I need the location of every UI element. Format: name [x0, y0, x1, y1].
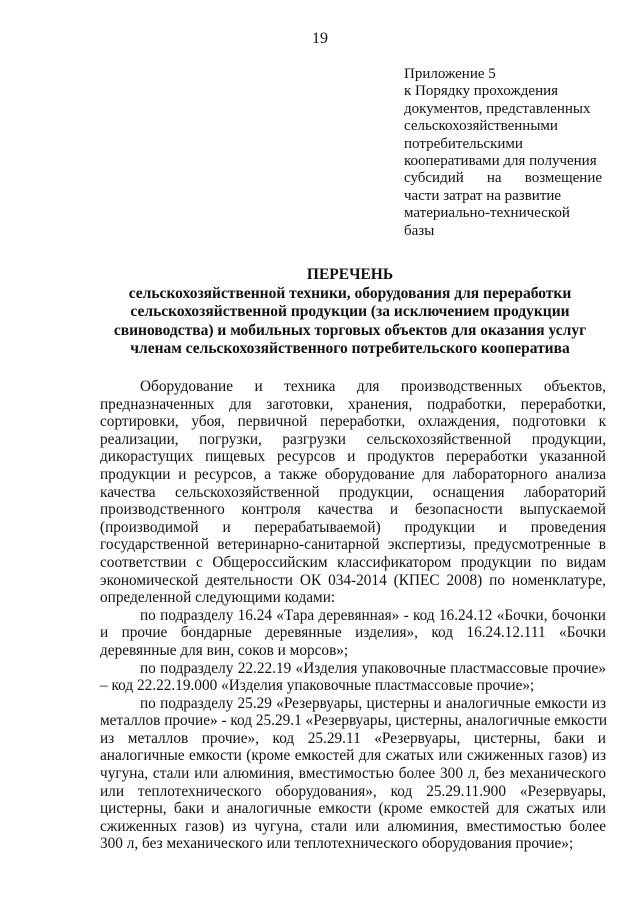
- text-line: экономической деятельности ОК 034-2014 (КПЕС 2008) по номенклатуре,: [100, 571, 606, 589]
- page-number: 19: [312, 30, 328, 47]
- text-line: цистерны, баки и аналогичные емкости (кроме емкостей для сжатых или: [100, 800, 606, 818]
- appendix-line: сельскохозяйственными: [404, 118, 558, 135]
- text-line: металлов прочие» - код 25.29.1 «Резервуары, цистерны, аналогичные емкости: [100, 712, 608, 730]
- text-line: качества сельскохозяйственной продукции, оснащения лабораторий: [100, 483, 606, 501]
- appendix-line: потребительскими: [404, 135, 523, 152]
- text-line: (производимой и перерабатываемой) продукции и проведения: [100, 518, 606, 536]
- appendix-line: документов, представленных: [404, 100, 591, 117]
- appendix-word: на: [486, 170, 502, 187]
- title-line: членам сельскохозяйственного потребительского кооператива: [130, 340, 570, 357]
- text-line: определенной следующими кодами:: [100, 589, 336, 607]
- text-line: предназначенных для заготовки, хранения, подработки, переработки,: [100, 395, 606, 413]
- text-line: сжиженных газов) из чугуна, стали или алюминия, вместимостью более: [100, 817, 606, 835]
- text-line: по подразделу 16.24 «Тара деревянная» - код 16.24.12 «Бочки, бочонки: [140, 606, 606, 624]
- text-line: аналогичные емкости (кроме емкостей для сжатых или сжиженных газов) из: [100, 747, 606, 765]
- text-line: или теплотехнического оборудования», код 25.29.11.900 «Резервуары,: [100, 782, 606, 800]
- text-line: сортировки, убоя, первичной переработки, охлаждения, подготовки к: [100, 413, 606, 431]
- appendix-line: кооперативами для получения: [404, 153, 597, 170]
- appendix-line: базы: [404, 222, 435, 239]
- paragraph: [100, 378, 606, 607]
- appendix-word: возмещение: [524, 170, 602, 187]
- paragraph: [100, 660, 606, 695]
- text-line: 300 л, без механического или теплотехнического оборудования прочие»;: [100, 835, 574, 853]
- text-line: чугуна, стали или алюминия, вместимостью более 300 л, без механического: [100, 765, 606, 783]
- title-heading: ПЕРЕЧЕНЬ: [306, 266, 394, 283]
- body-text: [100, 378, 606, 853]
- text-line: государственной ветеринарно-санитарной экспертизы, предусмотренные в: [100, 536, 606, 554]
- text-line: продукции и ресурсов, а также оборудование для лабораторного анализа: [100, 465, 606, 483]
- text-line: по подразделу 22.22.19 «Изделия упаковочные пластмассовые прочие»: [140, 659, 606, 677]
- text-line: по подразделу 25.29 «Резервуары, цистерны и аналогичные емкости из: [140, 694, 606, 712]
- appendix-note: [404, 66, 602, 240]
- text-line: – код 22.22.19.000 «Изделия упаковочные пластмассовые прочие»;: [100, 677, 535, 695]
- title-line: сельскохозяйственной продукции (за исключением продукции: [130, 303, 570, 320]
- text-line: деревянные для вин, соков и морсов»;: [100, 641, 349, 659]
- text-line: соответствии с Общероссийским классификатором продукции по видам: [100, 553, 606, 571]
- appendix-line: части затрат на развитие: [404, 187, 562, 204]
- text-line: и прочие бондарные деревянные изделия», код 16.24.12.111 «Бочки: [100, 624, 606, 642]
- appendix-line-justified: [404, 170, 602, 187]
- title-line: сельскохозяйственной техники, оборудования для переработки: [128, 284, 572, 302]
- appendix-word: субсидий: [404, 170, 464, 187]
- appendix-line: Приложение 5: [404, 66, 496, 82]
- appendix-line: к Порядку прохождения: [404, 83, 559, 100]
- text-line: реализации, погрузки, разгрузки сельскохозяйственной продукции,: [100, 430, 606, 448]
- appendix-line: материально-технической: [404, 205, 570, 222]
- text-line: производственного контроля качества и безопасности выпускаемой: [100, 501, 606, 519]
- paragraph: [100, 607, 606, 660]
- text-line: дикорастущих пищевых ресурсов и продуктов переработки указанной: [100, 448, 606, 466]
- text-line: Оборудование и техника для производственных объектов,: [140, 378, 606, 395]
- document-title: [100, 266, 600, 359]
- text-line: из металлов прочие», код 25.29.11 «Резервуары, цистерны, баки и: [100, 729, 606, 747]
- paragraph: [100, 695, 606, 853]
- title-line: свиноводства) и мобильных торговых объектов для оказания услуг: [113, 321, 587, 339]
